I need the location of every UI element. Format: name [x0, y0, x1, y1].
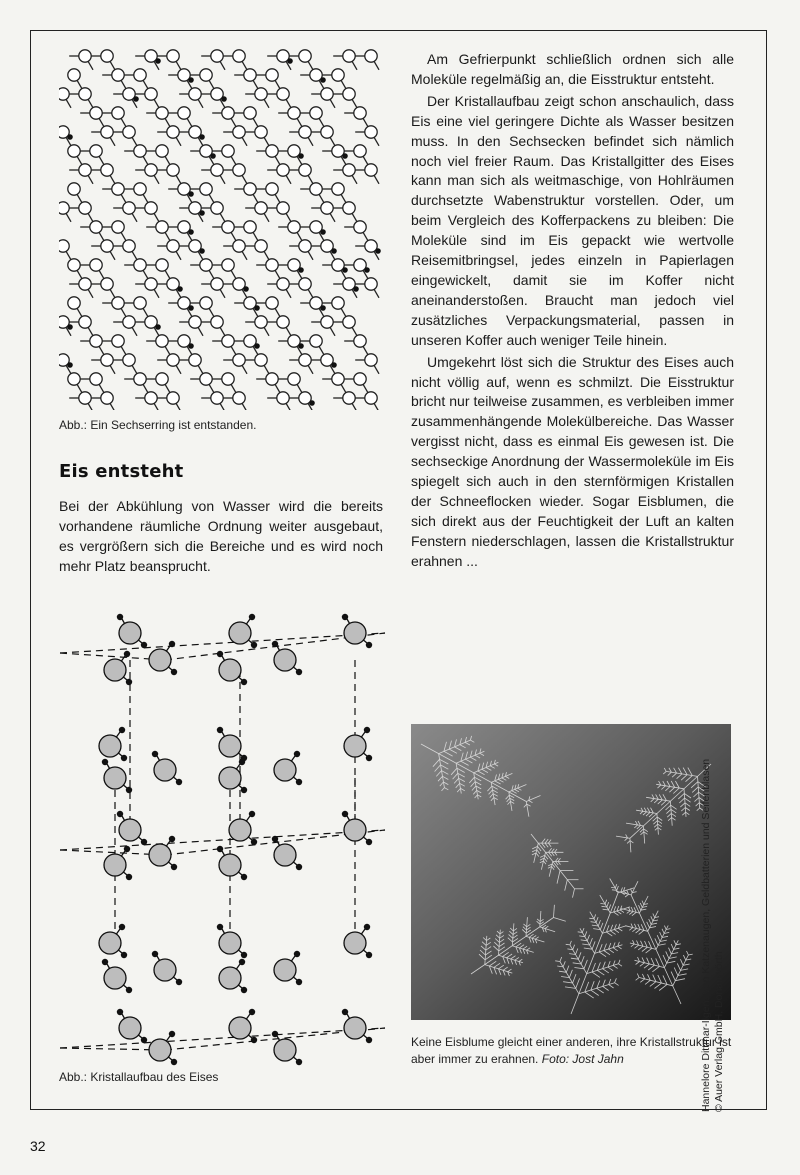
section-body: Bei der Abkühlung von Wasser wird die bereits vorhandene räumliche Ordnung weiter ausgebaut, es vergrößern sich die Bereiche und es wird noch mehr Platz beansprucht. — [59, 498, 383, 574]
hexagonal-lattice-figure — [59, 48, 385, 410]
right-column-text — [411, 50, 734, 574]
paragraph: Am Gefrierpunkt schließlich ordnen sich alle Moleküle regelmäßig an, die Eisstruktur entsteht. — [411, 51, 734, 87]
side-credit-line2: © Auer Verlag GmbH, Donauwörth — [713, 951, 725, 1112]
side-credit-line1: Hannelore Dittmar-Ilgen: Von Katzenaugen, Geldbatterien und Seifenblasen — [700, 758, 712, 1112]
paragraph: Umgekehrt löst sich die Struktur des Eises auch nicht völlig auf, wenn es schmilzt. Die Eisstruktur bricht nur teilweise zusammen, es verbleiben immer zusammenhängende Molekülbereiche. Das Wasser vergisst nicht, dass es einmal Eis gewesen ist. Die sechseckige Anordnung der Wassermoleküle im Eis spiegelt sich auch in den sternförmigen Kristallen der Schneeflocken wieder. Sogar Eisblumen, die sich direkt aus der Feuchtigkeit der Luft an kalten Fenstern niederschlagen, lassen die Kristallstruktur erahnen ... — [411, 353, 734, 569]
ice-crystal-structure-figure — [55, 598, 390, 1068]
photo-credit: Foto: Jost Jahn — [541, 1052, 624, 1066]
photo-caption — [411, 1034, 733, 1068]
figure-top-caption: Abb.: Ein Sechserring ist entstanden. — [59, 418, 257, 432]
section-heading: Eis entsteht — [59, 461, 184, 482]
paragraph: Der Kristallaufbau zeigt schon anschaulich, dass Eis eine viel geringere Dichte als Wasser besitzen muss. In den Sechsecken befindet sich nämlich noch viel freier Raum. Das Kristallgitter des Eises kann man sich als weitmaschige, von Hohlräumen durchsetzte Wabenstruktur vorstellen. Oder, um beim Vergleich des Kofferpackens zu bleiben: Die Moleküle sind im Eis gepackt wie wertvolle Reisemitbringsel, jedes einzeln in Papierlagen eingewickelt, damit sie im Koffer nicht aneinanderstoßen. Braucht man jedoch viel zusätzliches Verpackungsmaterial, passen in unseren Koffer auch weniger Teile hinein. — [411, 92, 734, 348]
photo-caption-text: Keine Eisblume gleicht einer anderen, ihre Kristallstruktur ist aber immer zu erahnen. — [411, 1035, 732, 1066]
frost-flower-photo — [411, 724, 731, 1020]
side-credit — [700, 752, 726, 1112]
figure-bottom-caption: Abb.: Kristallaufbau des Eises — [59, 1070, 219, 1084]
page-number: 32 — [30, 1138, 46, 1154]
